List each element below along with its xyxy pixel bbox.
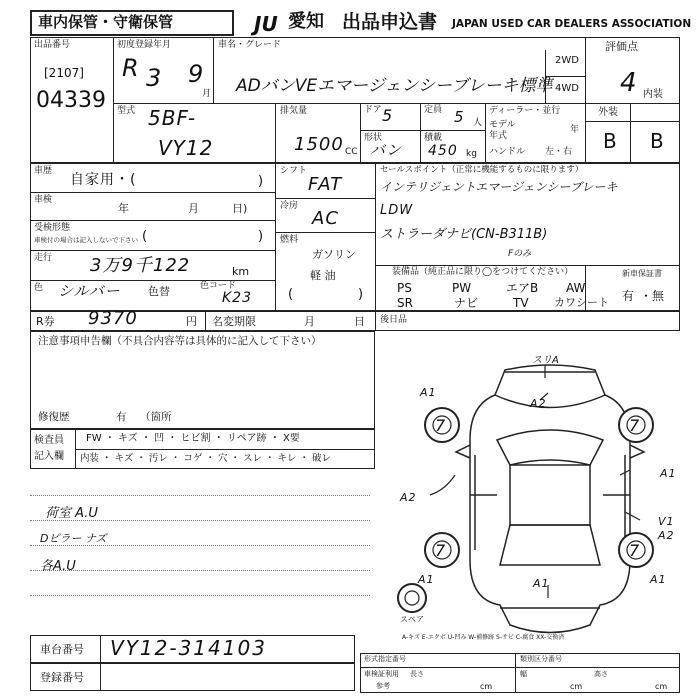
displacement-unit: CC bbox=[345, 147, 358, 157]
drive-2wd[interactable]: 2WD bbox=[555, 55, 579, 66]
mileage-unit: km bbox=[232, 265, 250, 278]
exterior-grade: B bbox=[603, 129, 617, 153]
svg-text:7: 7 bbox=[435, 416, 446, 435]
registration-label: 初度登録年月 bbox=[117, 40, 172, 50]
equipment-item-airbag[interactable]: エアB bbox=[506, 281, 539, 295]
model-year-unit: 年 bbox=[570, 125, 580, 135]
history-label: 車歴 bbox=[34, 166, 53, 176]
cooler-value: AC bbox=[312, 208, 339, 229]
handle-options[interactable]: 左・右 bbox=[545, 147, 573, 157]
selling-point-3: ストラーダナビ(CN-B311B) bbox=[380, 227, 548, 242]
fuel-gasoline[interactable]: ガソリン bbox=[312, 248, 356, 261]
association-name: JAPAN USED CAR DEALERS ASSOCIATION bbox=[452, 18, 692, 30]
repair-label: 修復歴 bbox=[38, 411, 70, 423]
mileage-value: 3万9千122 bbox=[90, 255, 191, 276]
storage-stamp-text: 車内保管・守衛保管 bbox=[38, 13, 174, 31]
warranty-no[interactable]: 無 bbox=[652, 289, 665, 303]
selling-points-label: セールスポイント（正常に機能するものに限ります） bbox=[380, 165, 584, 175]
inspection-label: 受検形態 bbox=[34, 223, 71, 233]
load-value: 450 bbox=[428, 143, 458, 159]
warranty-sep: ・ bbox=[640, 289, 653, 303]
shift-value: FAT bbox=[308, 174, 343, 195]
shaken-day: 日) bbox=[232, 202, 248, 215]
repair-yes[interactable]: 有 bbox=[116, 411, 127, 423]
remark-1: 荷室 A.U bbox=[45, 506, 98, 521]
cooler-label: 冷房 bbox=[280, 201, 299, 211]
diagram-mark-left-side: A2 bbox=[400, 491, 417, 504]
interior-grade: B bbox=[650, 129, 664, 153]
spare-tire bbox=[398, 584, 426, 612]
drive-4wd[interactable]: 4WD bbox=[555, 83, 579, 94]
displacement-value: 1500 bbox=[294, 134, 344, 155]
name-change-month: 月 bbox=[304, 315, 315, 328]
recycle-unit: 円 bbox=[186, 315, 197, 328]
registration-month: 9 bbox=[188, 60, 205, 88]
height-unit: cm bbox=[655, 682, 668, 691]
equipment-item-aw[interactable]: AW bbox=[566, 281, 586, 295]
car-name-value: ADバンVEエマージェンシーブレーキ標準 bbox=[236, 76, 553, 96]
registration-era: R bbox=[122, 54, 140, 82]
model-line2: VY12 bbox=[158, 136, 214, 160]
diagram-mark-rear-left: A1 bbox=[418, 573, 435, 586]
history-close: ) bbox=[258, 174, 264, 189]
lot-label: 出品番号 bbox=[34, 40, 71, 50]
windshield bbox=[497, 430, 603, 465]
length-label: 長さ bbox=[410, 670, 424, 678]
inspection-close: ) bbox=[258, 229, 264, 244]
diagram-mark-front-bumper: スリA bbox=[532, 355, 559, 366]
color-code-label: 色コード bbox=[200, 281, 237, 291]
equipment-item-sr[interactable]: SR bbox=[397, 296, 413, 310]
shaken-label: 車検 bbox=[34, 195, 53, 205]
reference-label: 参考 bbox=[376, 682, 390, 690]
equipment-item-navi[interactable]: ナビ bbox=[454, 296, 479, 310]
diagram-mark-rear-right: A1 bbox=[650, 573, 667, 586]
form-title: 出品申込書 bbox=[342, 11, 438, 33]
rear-window bbox=[500, 525, 600, 565]
equipment-item-kawa-seat[interactable]: カワシート bbox=[554, 296, 609, 309]
inspector-fw-line: FW ・ キズ ・ 凹 ・ ヒビ割 ・ リペア跡 ・ X要 bbox=[86, 433, 300, 444]
history-value: 自家用・( bbox=[70, 172, 137, 188]
mileage-label: 走行 bbox=[34, 253, 53, 263]
inspection-sub: 車検付の場合は記入しないで下さい bbox=[34, 236, 138, 244]
exterior-label: 外装 bbox=[598, 107, 618, 118]
remark-2: Dピラー ナズ bbox=[40, 532, 107, 545]
registration-year: 3 bbox=[146, 64, 163, 92]
lot-number: 04339 bbox=[36, 88, 106, 113]
diagram-mark-right-front: A1 bbox=[660, 467, 677, 480]
selling-point-1: インテリジェントエマージェンシーブレーキ bbox=[380, 180, 618, 194]
width-unit: cm bbox=[570, 682, 583, 691]
inspector-interior-line: 内装 ・ キズ ・ 汚レ ・ コゲ ・ 穴 ・ スレ ・ キレ ・ 破レ bbox=[80, 453, 331, 464]
model-year-label: 年式 bbox=[489, 131, 508, 141]
diagram-mark-front-left: A1 bbox=[420, 386, 437, 399]
repair-place: （箇所 bbox=[140, 411, 172, 423]
inspector-label-2: 記入欄 bbox=[34, 451, 64, 462]
svg-text:7: 7 bbox=[629, 541, 640, 560]
car-name-label: 車名・グレード bbox=[218, 40, 282, 50]
selling-point-note: Fのみ bbox=[508, 249, 532, 259]
warranty-yes[interactable]: 有 bbox=[622, 289, 635, 303]
car-body-outline bbox=[470, 365, 630, 633]
doors-label: ドア bbox=[364, 105, 382, 115]
model-line1: 5BF- bbox=[148, 106, 197, 130]
color-code-value: K23 bbox=[222, 290, 252, 306]
equipment-item-ps[interactable]: PS bbox=[397, 281, 412, 295]
selling-point-2: LDW bbox=[380, 203, 414, 218]
equipment-item-tv[interactable]: TV bbox=[513, 296, 529, 310]
displacement-label: 排気量 bbox=[280, 106, 308, 116]
dealer-label: ディーラー・並行 bbox=[489, 106, 561, 116]
chassis-value: VY12-314103 bbox=[110, 636, 267, 660]
equipment-label: 装備品（純正品に限り◯をつけてください） bbox=[392, 267, 574, 277]
width-label: 幅 bbox=[520, 670, 527, 678]
shaken-month: 月 bbox=[188, 202, 199, 215]
grade-value: 4 bbox=[620, 68, 638, 98]
fuel-close: ) bbox=[358, 287, 364, 302]
body-value: バン bbox=[370, 141, 403, 159]
inspection-open: ( bbox=[142, 229, 148, 244]
certificate-label: 車検証利用 bbox=[364, 670, 399, 678]
registration-month-unit: 月 bbox=[202, 89, 212, 99]
inspector-label-1: 検査員 bbox=[34, 435, 64, 446]
recycle-label: R券 bbox=[36, 315, 55, 328]
logo-text: 愛知 bbox=[288, 11, 324, 32]
warranty-label: 新車保証書 bbox=[622, 269, 662, 278]
diagram-mark-right-rear-a2: A2 bbox=[658, 529, 675, 542]
height-label: 高さ bbox=[594, 670, 608, 678]
diagram-mark-hood: A2 bbox=[530, 397, 547, 410]
svg-text:7: 7 bbox=[629, 416, 640, 435]
color-value: シルバー bbox=[58, 282, 121, 300]
grade-label: 評価点 bbox=[605, 40, 638, 53]
svg-text:7: 7 bbox=[435, 541, 446, 560]
length-unit: cm bbox=[480, 682, 493, 691]
load-unit: kg bbox=[466, 149, 477, 159]
fuel-label: 燃料 bbox=[280, 235, 299, 245]
body-label: 形状 bbox=[364, 133, 383, 143]
shaken-year: 年 bbox=[118, 202, 129, 215]
diagram-mark-rear-bumper: A1 bbox=[533, 577, 550, 590]
notes-label: 注意事項申告欄（不具合内容等は具体的に記入して下さい） bbox=[38, 335, 322, 347]
diagram-mark-right-rear-v1: V1 bbox=[658, 515, 675, 528]
color-change-label: 色替 bbox=[148, 285, 170, 298]
ju-logo-mark: JU bbox=[254, 12, 278, 36]
model-year-model-label: モデル bbox=[489, 120, 516, 130]
damage-legend: A-キズ E-エクボ U-凹み W-補修跡 S-サビ C-腐食 XX-交換済 bbox=[402, 634, 565, 641]
capacity-label: 定員 bbox=[424, 105, 443, 115]
lot-code: [2107] bbox=[44, 66, 84, 80]
capacity-unit: 人 bbox=[473, 118, 483, 128]
fuel-diesel[interactable]: 軽 油 bbox=[310, 269, 336, 282]
model-label: 型式 bbox=[117, 106, 136, 116]
load-label: 積載 bbox=[424, 133, 443, 143]
spare-label: スペア bbox=[400, 615, 424, 624]
shift-label: シフト bbox=[280, 166, 308, 176]
doors-value: 5 bbox=[382, 106, 394, 125]
handle-label: ハンドル bbox=[489, 147, 526, 157]
name-change-label: 名変期限 bbox=[212, 315, 256, 328]
name-change-day: 日 bbox=[354, 315, 365, 328]
equipment-item-pw[interactable]: PW bbox=[452, 281, 472, 295]
fuel-open: ( bbox=[288, 287, 294, 302]
color-label: 色 bbox=[34, 283, 44, 293]
remark-3: 各A.U bbox=[40, 559, 76, 574]
chassis-label: 車台番号 bbox=[40, 643, 84, 656]
reg-no-label: 登録番号 bbox=[40, 671, 84, 684]
capacity-value: 5 bbox=[454, 108, 465, 126]
post-date-label: 後日品 bbox=[380, 315, 408, 325]
category-label: 類別区分番号 bbox=[520, 655, 562, 663]
recycle-value: 9370 bbox=[88, 308, 138, 329]
interior-label: 内装 bbox=[643, 89, 663, 100]
type-designation-label: 形式指定番号 bbox=[364, 655, 406, 663]
